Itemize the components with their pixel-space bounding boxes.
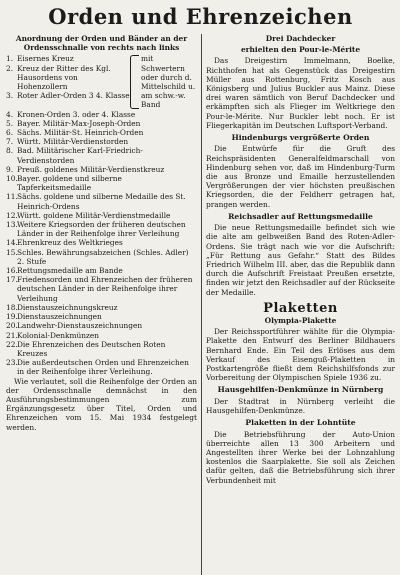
- article-text-olympia: Der Reichssportführer wählte für die Olympia-Plakette den Entwurf des Berliner Bildhauers Bernhard Ende. Ein Teil des Erlöses aus dem Verkauf des Eisenguß-Plaketten in Postkartengröße fließt dem Reichshilfsfonds zur Vorbereitung der Olympischen Spiele 1936 zu.: [206, 327, 395, 383]
- section-title-plaketten: Plaketten: [263, 300, 338, 316]
- list-item: 3. Roter Adler-Orden 3 4. Klasse: [6, 91, 130, 101]
- article-columns: [6, 34, 395, 575]
- list-item: 7. Württ. Militär-Verdienstorden: [6, 137, 129, 147]
- list-item: 22. Die Ehrenzeichen des Deutschen Roten Kreuzes: [6, 339, 166, 358]
- order-arrangement-heading: [6, 34, 197, 52]
- article-title-hausgehilfen: Hausgehilfen-Denkmünze in Nürnberg: [217, 385, 384, 395]
- article-title-olympia: Olympia-Plakette: [264, 315, 337, 325]
- list-item: 15. Schles. Bewährungsabzeichen (Schles. Adler) 2. Stufe: [6, 247, 189, 266]
- heading-line-2: Ordensschnalle von rechts nach links: [23, 43, 180, 53]
- article-text-dachdecker: Das Dreigestirn Immelmann, Boelke, Richthofen hat als Gegenstück das Dreigestirn Müller aus Rottenburg, Fritz Kosch aus Königsberg und Julius Buckler aus Mainz. Diese drei waren sämtlich von Beruf Dachdecker und erkämpften sich als Flieger im Weltkriege den Pour-le-Mérite. Nur Buckler lebt noch. Er ist Fliegerkapitän im Deutschen Luftsport-Verband.: [206, 56, 395, 130]
- list-item: 8. Bad. Militärischer Karl-Friedrich-Verdienstorden: [6, 146, 143, 165]
- list-item: 9. Preuß. goldenes Militär-Verdienstkreuz: [6, 164, 165, 174]
- article-subtitle-dachdecker: erhielten den Pour-le-Mérite: [240, 45, 361, 55]
- list-item: 13. Weitere Kriegsorden der früheren deutschen Länder in der Reihenfolge ihrer Verleihung: [6, 220, 186, 239]
- article-text-hindenburg: Die Entwürfe für die Gruft des Reichspräsidenten Generalfeldmarschall von Hindenburg sehen vor, daß im Hindenburg-Turm die aus Bronze und Emaille herzustellenden Vergrößerungen der vier höchsten preußischen Kriegsorden, die der Feldherr getragen hat, prangen werden.: [206, 144, 395, 209]
- right-column: [206, 34, 395, 575]
- list-item: 21. Kolonial-Denkmünzen: [6, 330, 100, 340]
- article-text-lohntuete: Die Betriebsführung der Auto-Union überreichte allen 13 300 Arbeitern und Angestellten ihrer Werke bei der Lohnzahlung kostenlos die Saarplakette. Sie soll als Zeichen dafür gelten, daß die Betriebsführung sich ihrer Verbundenheit mit: [206, 429, 395, 485]
- list-item: 5. Bayer. Militär-Max-Joseph-Orden: [6, 118, 141, 128]
- list-item: 20. Landwehr-Dienstauszeichnungen: [6, 321, 143, 331]
- article-text-reichsadler: Die neue Rettungsmedaille befindet sich wie die alte am gelbweißen Band des Roten-Adler-Ordens. Sie trägt nach wie vor die Aufschrift: „Für Rettung aus Gefahr.“ Statt des Bildes Friedrich Wilhelm III. aber, das die Republik dann durch die Aufschrift Freistaat Preußen ersetzte, finden wir jetzt den Reichsadler auf der Rückseite der Medaille.: [206, 223, 395, 297]
- article-title-reichsadler: Reichsadler auf Rettungsmedaille: [228, 211, 373, 221]
- left-column: [6, 34, 197, 575]
- list-item: 4. Kronen-Orden 3. oder 4. Klasse: [6, 109, 136, 119]
- list-item: 16. Rettungsmedaille am Bande: [6, 266, 123, 276]
- grouping-brace: [130, 55, 139, 108]
- order-list: [6, 110, 197, 377]
- article-text-hausgehilfen: Der Stadtrat in Nürnberg verleiht die Hausgehilfen-Denkmünze.: [206, 396, 395, 415]
- list-item: 23. Die außerdeutschen Orden und Ehrenzeichen in der Reihenfolge ihrer Verleihung.: [6, 358, 189, 377]
- page-title: Orden und Ehrenzeichen: [48, 4, 353, 29]
- article-title-lohntuete: Plaketten in der Lohntüte: [245, 418, 356, 428]
- group-items: [6, 54, 130, 109]
- list-item: 1. Eisernes Kreuz: [6, 54, 74, 64]
- article-title-dachdecker: Drei Dachdecker: [265, 34, 336, 43]
- list-item: 6. Sächs. Militär-St. Heinrich-Orden: [6, 128, 144, 138]
- list-item: 2. Kreuz der Ritter des Kgl. Hausordens von Hohenzollern: [6, 63, 111, 92]
- closing-paragraph: Wie verlautet, soll die Reihenfolge der Orden an der Ordensschnalle demnächst in den Ausführungsbestimmungen zum Ergänzungsgesetz über Titel, Orden und Ehrenzeichen vom 15. Mai 1934 festgelegt werden.: [6, 376, 197, 432]
- list-item: 12. Württ. goldene Militär-Verdienstmedaille: [6, 210, 171, 220]
- list-item: 19. Dienstauszeichnungen: [6, 312, 102, 322]
- group-note: mit Schwertern oder durch d. Mittelschild u. am schw.-w. Band: [141, 54, 196, 110]
- list-item: 10. Bayer. goldene und silberne Tapferkeitsmedaille: [6, 174, 122, 193]
- list-item: 18. Dienstauszeichnungskreuz: [6, 302, 118, 312]
- list-item: 17. Friedensorden und Ehrenzeichen der früheren deutschen Länder in der Reihenfolge ihrer Verleihung: [6, 275, 193, 303]
- item-group-1-3: [6, 54, 197, 109]
- list-item: 11. Sächs. goldene und silberne Medaille des St. Heinrich-Ordens: [6, 192, 186, 211]
- article-title-hindenburg: Hindenburgs vergrößerte Orden: [231, 133, 370, 143]
- order-list-group: [6, 54, 130, 100]
- newspaper-page: [6, 0, 395, 575]
- heading-line-1: Anordnung der Orden und Bänder an der: [15, 34, 188, 43]
- list-item: 14. Ehrenkreuz des Weltkrieges: [6, 238, 123, 248]
